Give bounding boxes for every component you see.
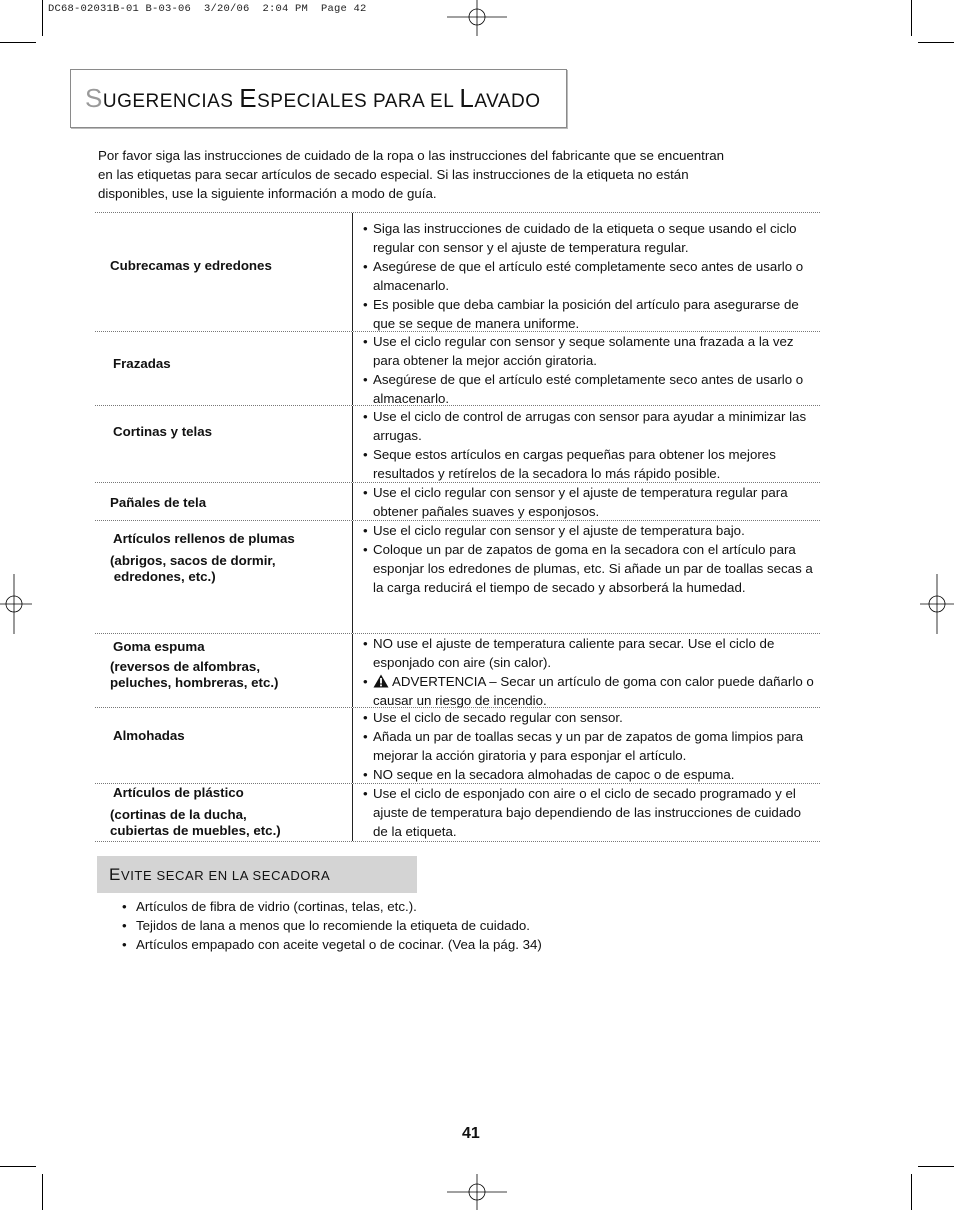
table-row [95, 783, 820, 842]
list-item: • Use el ciclo regular con sensor y seque solamente una frazada a la vez para obtener la mejor acción giratoria. [363, 334, 794, 368]
item-cell [95, 483, 353, 520]
crop-mark [911, 0, 912, 36]
instructions-cell [353, 521, 820, 633]
instructions-cell [353, 708, 820, 783]
list-item: • Es posible que deba cambiar la posición del artículo para asegurarse de que se seque de manera uniforme. [363, 297, 799, 331]
list-item: • Use el ciclo regular con sensor y el ajuste de temperatura regular para obtener pañales suaves y esponjosos. [363, 485, 788, 519]
item-cell [95, 784, 353, 841]
avoid-list [122, 897, 762, 954]
list-item: • Añada un par de toallas secas y un par de zapatos de goma limpios para mejorar la acción giratoria y para esponjar el artículo. [363, 729, 804, 763]
table-row [95, 212, 820, 331]
list-item: • ADVERTENCIA – Secar un artículo de goma con calor puede dañarlo o causar un riesgo de incendio. [363, 674, 814, 708]
table-row [95, 331, 820, 405]
registration-mark-icon [906, 574, 954, 634]
item-label: Artículos rellenos de plumas [113, 531, 295, 546]
item-label: Cortinas y telas [113, 424, 213, 439]
section-heading: EVITE SECAR EN LA SECADORA [109, 864, 331, 884]
list-item: • Use el ciclo regular con sensor y el ajuste de temperatura bajo. [363, 523, 745, 538]
special-care-table [95, 212, 820, 842]
crop-mark [0, 1166, 36, 1167]
instructions-cell [353, 483, 820, 520]
item-label: Pañales de tela [110, 495, 207, 510]
table-row [95, 520, 820, 633]
page-title: SUGERENCIAS ESPECIALES PARA EL LAVADO [85, 83, 541, 113]
table-row [95, 482, 820, 520]
crop-mark [911, 1174, 912, 1210]
crop-mark [918, 42, 954, 43]
printer-slug: DC68-02031B-01 B-03-06 3/20/06 2:04 PM Page 42 [48, 3, 367, 15]
instructions-cell [353, 213, 820, 331]
intro-line: Por favor siga las instrucciones de cuidado de la ropa o las instrucciones del fabricante que se encuentran [98, 148, 725, 163]
intro-paragraph [98, 146, 798, 203]
list-item: • Use el ciclo de esponjado con aire o el ciclo de secado programado y el ajuste de temperatura bajo dependiendo de las instrucciones de cuidado de la etiqueta. [363, 786, 802, 839]
title-box [70, 69, 567, 128]
list-item: • Asegúrese de que el artículo esté completamente seco antes de usarlo o almacenarlo. [363, 259, 804, 293]
list-item: • Use el ciclo de secado regular con sensor. [363, 710, 623, 725]
item-cell [95, 332, 353, 405]
item-label: Frazadas [113, 356, 171, 371]
item-label: Artículos de plástico [113, 785, 244, 800]
registration-mark-icon [447, 1162, 507, 1222]
list-item: • NO seque en la secadora almohadas de capoc o de espuma. [363, 767, 735, 782]
item-label: Cubrecamas y edredones [110, 258, 272, 273]
item-label: Almohadas [113, 728, 185, 743]
item-cell [95, 213, 353, 331]
instructions-cell [353, 406, 820, 482]
item-cell [95, 708, 353, 783]
list-item: • Tejidos de lana a menos que lo recomiende la etiqueta de cuidado. [122, 918, 531, 933]
page-number: 41 [462, 1125, 480, 1142]
table-row [95, 405, 820, 482]
item-sublabel: (reversos de alfombras, peluches, hombreras, etc.) [110, 659, 279, 690]
list-item: • Artículos empapado con aceite vegetal o de cocinar. (Vea la pág. 34) [122, 937, 542, 952]
item-sublabel: (abrigos, sacos de dormir, edredones, etc.) [110, 553, 276, 584]
instructions-cell [353, 634, 820, 707]
section-header-box [97, 856, 417, 893]
list-item: • Artículos de fibra de vidrio (cortinas, telas, etc.). [122, 899, 417, 914]
table-row [95, 633, 820, 707]
instructions-cell [353, 332, 820, 405]
crop-mark [918, 1166, 954, 1167]
list-item: • Coloque un par de zapatos de goma en la secadora con el artículo para esponjar los edredones de plumas, etc. Si añade un par de toallas secas a la carga reducirá el tiempo de secado y absorberá la humedad. [363, 542, 813, 595]
registration-mark-icon [447, 0, 507, 60]
item-cell [95, 406, 353, 482]
item-cell [95, 521, 353, 633]
item-label: Goma espuma [113, 639, 205, 654]
intro-line: en las etiquetas para secar artículos de secado especial. Si las instrucciones de la etiqueta no están [98, 167, 689, 182]
registration-mark-icon [0, 574, 52, 634]
intro-line: disponibles, use la siguiente información a modo de guía. [98, 186, 437, 201]
list-item: • Siga las instrucciones de cuidado de la etiqueta o seque usando el ciclo regular con sensor y el ajuste de temperatura regular. [363, 221, 797, 255]
item-sublabel: (cortinas de la ducha, cubiertas de muebles, etc.) [110, 807, 281, 838]
instructions-cell [353, 784, 820, 841]
item-cell [95, 634, 353, 707]
table-row [95, 707, 820, 783]
list-item: • Use el ciclo de control de arrugas con sensor para ayudar a minimizar las arrugas. [363, 409, 807, 443]
warning-triangle-icon [373, 674, 389, 688]
list-item: • NO use el ajuste de temperatura caliente para secar. Use el ciclo de esponjado con aire (sin calor). [363, 636, 775, 670]
list-item: • Seque estos artículos en cargas pequeñas para obtener los mejores resultados y retírelos de la secadora lo más rápido posible. [363, 447, 776, 481]
crop-mark [0, 42, 36, 43]
list-item: • Asegúrese de que el artículo esté completamente seco antes de usarlo o almacenarlo. [363, 372, 804, 406]
crop-mark [42, 1174, 43, 1210]
crop-mark [42, 0, 43, 36]
